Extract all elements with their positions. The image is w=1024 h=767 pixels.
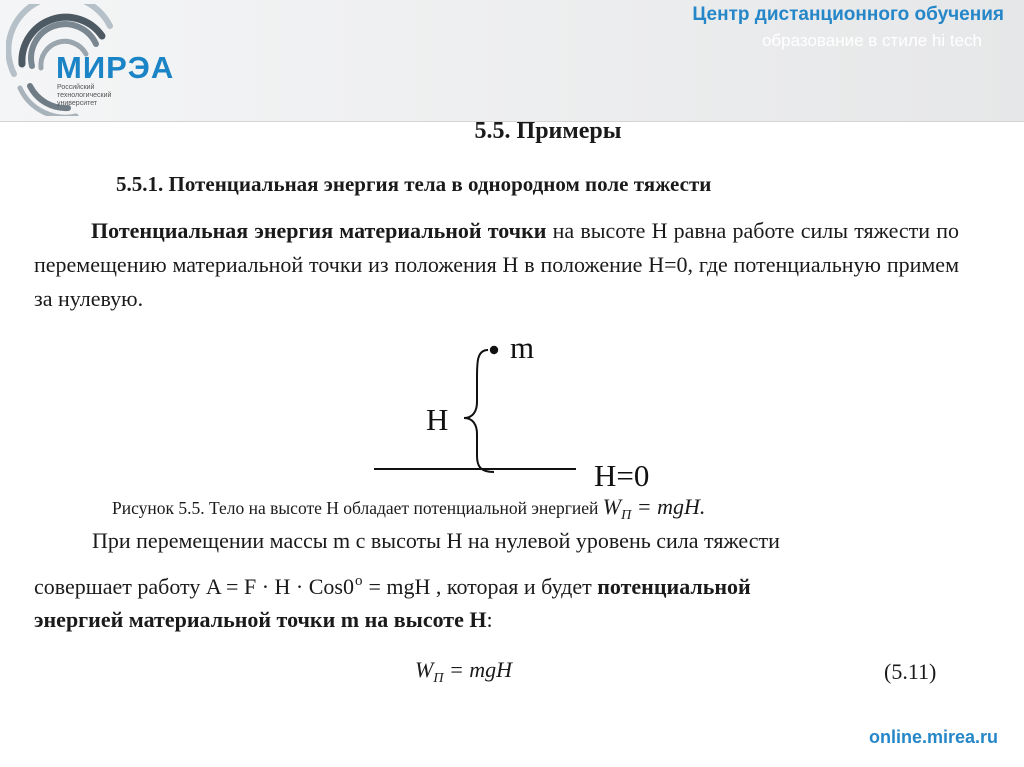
- equation-sub: П: [433, 671, 444, 686]
- mirea-logo: [6, 4, 206, 116]
- center-title: Центр дистанционного обучения: [692, 4, 1004, 25]
- footer-url[interactable]: online.mirea.ru: [868, 727, 998, 747]
- height-label: H: [426, 402, 449, 437]
- equation-formula: [415, 657, 513, 686]
- paragraph-rest: на высоте H равна работе силы тяжести по перемещению материальной точки из положения H в положение H=0, где потенциальную примем за нулевую.: [34, 218, 959, 311]
- figure-caption: [112, 494, 705, 524]
- body-line-3: [34, 607, 493, 633]
- caption-formula-w: W: [602, 494, 622, 519]
- mass-label: m: [510, 330, 535, 365]
- equation-w: W: [415, 657, 434, 682]
- line3-bold: энергией материальной точки m на высоте H: [34, 607, 487, 632]
- paragraph-bold-lead: Потенциальная энергия материальной точки: [91, 218, 547, 243]
- section-subtitle: 5.5.1. Потенциальная энергия тела в однородном поле тяжести: [116, 172, 712, 196]
- caption-formula-rest: = mgH.: [631, 494, 706, 519]
- caption-formula-sub: П: [621, 508, 632, 523]
- potential-energy-figure: [360, 328, 680, 500]
- logo-name: МИРЭА: [56, 50, 175, 85]
- center-subtitle: образование в стиле hi tech: [761, 31, 982, 50]
- section-title: 5.5. Примеры: [474, 118, 622, 144]
- work-formula: A = F · H · Cos0: [205, 574, 354, 599]
- logo-subtitle: Российский технологический университет: [57, 84, 112, 107]
- slide-header: [0, 0, 1024, 122]
- work-formula-end: = mgH: [368, 574, 431, 599]
- body-line-1: При перемещении массы m с высоты H на нулевой уровень сила тяжести: [92, 528, 780, 553]
- equation-number: (5.11): [884, 659, 937, 684]
- equation-rest: = mgH: [443, 657, 513, 682]
- ground-label: H=0: [594, 458, 650, 493]
- line3-end: :: [486, 607, 493, 632]
- line2-start: совершает работу: [34, 574, 206, 599]
- body-line-2: [34, 574, 751, 600]
- line2-bold: потенциальной: [597, 574, 751, 599]
- height-brace: [464, 350, 494, 472]
- caption-formula: [602, 494, 706, 523]
- caption-text: Рисунок 5.5. Тело на высоте H обладает потенциальной энергией: [112, 498, 603, 518]
- line2-mid: , которая и будет: [430, 574, 598, 599]
- mass-point: [490, 346, 498, 354]
- degree-sign: o: [354, 573, 363, 589]
- equation-5-11: [415, 657, 512, 687]
- intro-paragraph: [34, 214, 959, 316]
